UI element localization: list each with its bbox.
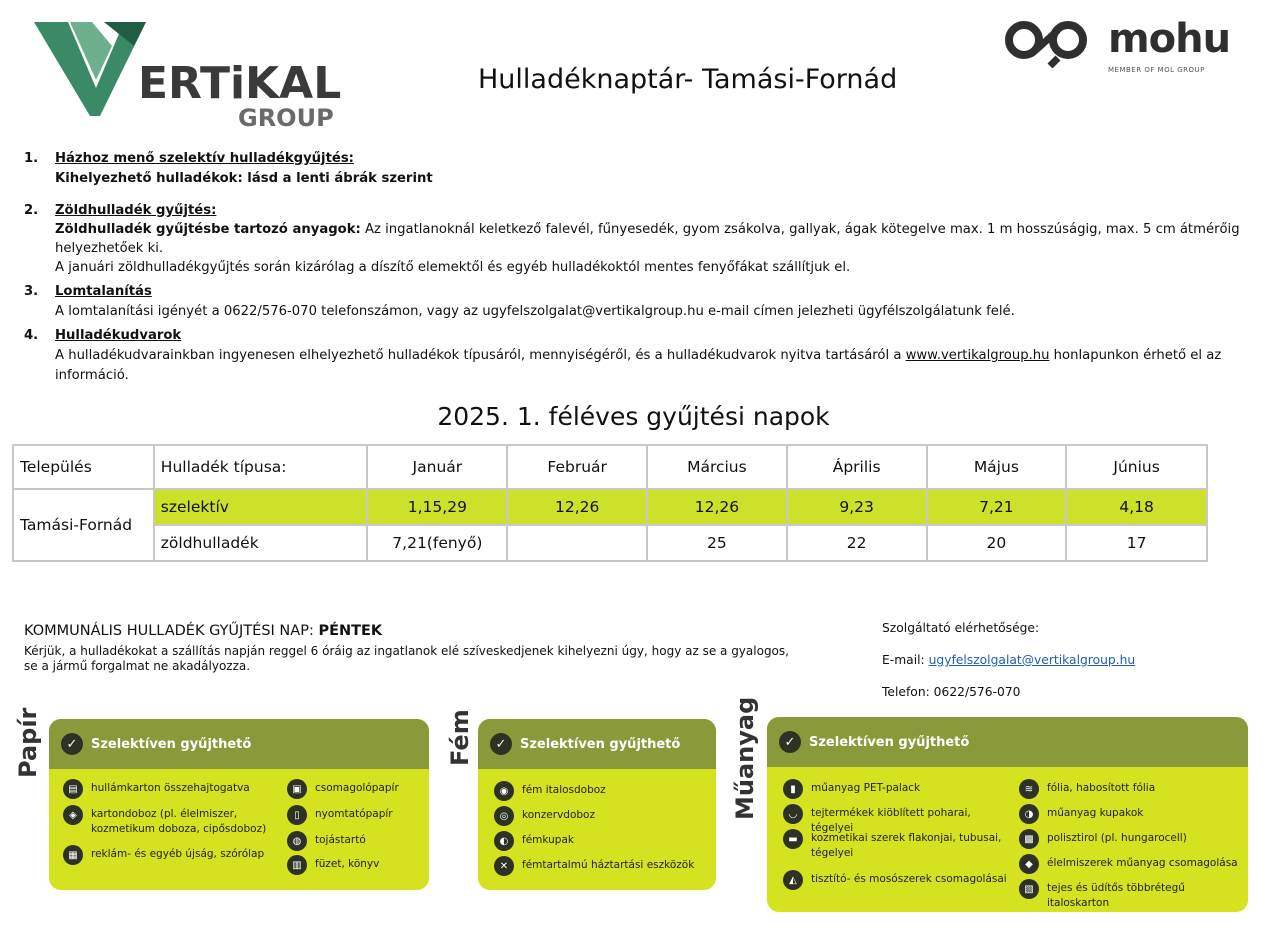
list-item: ▤ hullámkarton összehajtogatva (63, 781, 273, 799)
list-item: ◭ tisztító- és mosószerek csomagolásai (783, 872, 1013, 890)
list-item: ▩ polisztirol (pl. hungarocell) (1019, 831, 1244, 849)
list-item: ◡ tejtermékek kiöblített poharai, tégelyei (783, 806, 1013, 836)
list-item: ▥ füzet, könyv (287, 857, 427, 875)
list-item-yards (24, 326, 1244, 386)
vertikal-logo-mark (34, 18, 346, 130)
communal-text: Kérjük, a hulladékokat a szállítás napján reggel 6 óráig az ingatlanok elé szíveskedjenek kihelyezni úgy, hogy az se a gyalogos, se a jármű forgalmat ne akadályozza. (24, 644, 789, 673)
can-icon: ◉ (494, 781, 514, 801)
list-line: Kihelyezhető hulladékok: lásd a lenti ábrák szerint (55, 171, 433, 186)
table-cell: 12,26 (647, 489, 787, 525)
email-link[interactable]: ugyfelszolgalat@vertikalgroup.hu (928, 653, 1136, 667)
table-cell: 9,23 (787, 489, 927, 525)
svg-text:GROUP: GROUP (238, 104, 334, 130)
list-item: ◆ élelmiszerek műanyag csomagolása (1019, 856, 1244, 874)
contact-block (882, 620, 1135, 716)
mohu-logo (1002, 18, 1232, 78)
table-header-cell: Június (1066, 445, 1207, 489)
list-item: ▣ csomagolópapír (287, 781, 427, 799)
card-header: ✓ Szelektíven gyűjthető (767, 717, 1248, 767)
list-item: ▬ kozmetikai szerek flakonjai, tubusai, tégelyei (783, 831, 1013, 861)
muanyag-label: Műanyag (731, 696, 759, 820)
info-list (24, 149, 1244, 388)
list-number: 3. (24, 284, 39, 299)
communal-title: KOMMUNÁLIS HULLADÉK GYŰJTÉSI NAP: PÉNTEK (24, 623, 383, 639)
table-cell: 25 (647, 525, 787, 561)
list-item: ◐ fémkupak (494, 833, 709, 851)
table-cell: 22 (787, 525, 927, 561)
list-item: ◎ konzervdoboz (494, 808, 709, 826)
checkmark-icon: ✓ (779, 731, 801, 753)
table-header-cell: Január (367, 445, 507, 489)
list-item: ◈ kartondoboz (pl. élelmiszer, kozmetikum doboza, cipősdoboz) (63, 807, 273, 837)
table-header-cell: Március (647, 445, 787, 489)
card-header: ✓ Szelektíven gyűjthető (49, 719, 429, 769)
card-header: ✓ Szelektíven gyűjthető (478, 719, 716, 769)
muanyag-card (767, 717, 1248, 912)
table-cell: 12,26 (507, 489, 647, 525)
list-item: ▯ nyomtatópapír (287, 807, 427, 825)
table-cell: 7,21(fenyő) (367, 525, 507, 561)
contact-email: E-mail: ugyfelszolgalat@vertikalgroup.hu (882, 653, 1136, 667)
foil-icon: ≋ (1019, 779, 1039, 799)
table-header-cell: Hulladék típusa: (154, 445, 368, 489)
tools-icon: ✕ (494, 856, 514, 876)
list-item-bulky (24, 282, 1244, 322)
collection-table (12, 444, 1208, 562)
list-item-selective (24, 149, 1244, 189)
detergent-icon: ◭ (783, 870, 803, 890)
list-heading: Zöldhulladék gyűjtés: (55, 203, 217, 218)
table-row (13, 525, 1207, 561)
list-item: ◉ fém italosdoboz (494, 783, 709, 801)
box-icon: ◈ (63, 805, 83, 825)
table-cell: 7,21 (927, 489, 1067, 525)
food-package-icon: ◆ (1019, 854, 1039, 874)
checkmark-icon: ✓ (61, 733, 83, 755)
cap-icon: ◐ (494, 831, 514, 851)
list-heading: Házhoz menő szelektív hulladékgyűjtés: (55, 151, 354, 166)
list-line: A lomtalanítási igényét a 0622/576-070 telefonszámon, vagy az ugyfelszolgalat@vertikalgroup.hu e-mail címen jelezheti ügyfélszolgálatunk felé. (55, 304, 1015, 319)
bottle-icon: ▮ (783, 779, 803, 799)
list-item: ✕ fémtartalmú háztartási eszközök (494, 858, 709, 876)
list-line: A hulladékudvarainkban ingyenesen elhelyezhető hulladékok típusáról, mennyiségéről, és a hulladékudvarok nyitva tartásáról a www.vertikalgroup.hu honlapunkon érhető el az információ. (55, 348, 1222, 383)
mohu-logo-mark (1002, 18, 1102, 68)
table-cell (507, 525, 647, 561)
newspaper-icon: ▦ (63, 845, 83, 865)
fem-card (478, 719, 716, 890)
list-item-green (24, 201, 1244, 277)
svg-text:ERTiKAL: ERTiKAL (138, 58, 342, 109)
tin-icon: ◎ (494, 806, 514, 826)
table-cell: 1,15,29 (367, 489, 507, 525)
list-item: ◑ műanyag kupakok (1019, 806, 1244, 824)
list-heading: Hulladékudvarok (55, 328, 182, 343)
list-item: ▦ reklám- és egyéb újság, szórólap (63, 847, 273, 865)
plastic-cap-icon: ◑ (1019, 804, 1039, 824)
contact-phone: Telefon: 0622/576-070 (882, 685, 1021, 699)
polystyrene-icon: ▩ (1019, 829, 1039, 849)
mohu-wordmark: mohu (1108, 16, 1231, 62)
website-link[interactable]: www.vertikalgroup.hu (905, 348, 1050, 363)
table-row (13, 489, 1207, 525)
table-header-cell: Február (507, 445, 647, 489)
table-header-cell: Május (927, 445, 1067, 489)
table-header-cell: Április (787, 445, 927, 489)
vertikal-logo (34, 18, 346, 130)
papir-card (49, 719, 429, 890)
list-line: A januári zöldhulladékgyűjtés során kizárólag a díszítő elemektől és egyéb hulladékoktól mentes fenyőfákat szállítjuk el. (55, 260, 851, 275)
table-header-row (13, 445, 1207, 489)
list-number: 2. (24, 203, 39, 218)
contact-heading: Szolgáltató elérhetősége: (882, 621, 1040, 635)
book-icon: ▥ (287, 855, 307, 875)
printer-paper-icon: ▯ (287, 805, 307, 825)
list-heading: Lomtalanítás (55, 284, 152, 299)
list-item: ≋ fólia, habosított fólia (1019, 781, 1244, 799)
table-cell: 4,18 (1066, 489, 1207, 525)
table-cell: 20 (927, 525, 1067, 561)
page-title: Hulladéknaptár- Tamási-Fornád (478, 64, 898, 95)
mohu-tagline: MEMBER OF MOL GROUP (1108, 66, 1205, 74)
cardboard-icon: ▤ (63, 779, 83, 799)
settlement-cell: Tamási-Fornád (13, 489, 154, 561)
wrapping-paper-icon: ▣ (287, 779, 307, 799)
checkmark-icon: ✓ (490, 733, 512, 755)
table-header-cell: Település (13, 445, 154, 489)
list-item: ▮ műanyag PET-palack (783, 781, 1013, 799)
table-cell: 17 (1066, 525, 1207, 561)
egg-carton-icon: ◍ (287, 831, 307, 851)
list-number: 1. (24, 151, 39, 166)
table-cell: zöldhulladék (154, 525, 368, 561)
table-cell: szelektív (154, 489, 368, 525)
list-line-bold: Zöldhulladék gyűjtésbe tartozó anyagok: (55, 222, 361, 237)
table-title: 2025. 1. féléves gyűjtési napok (437, 402, 830, 431)
papir-label: Papír (14, 707, 42, 778)
tube-icon: ▬ (783, 829, 803, 849)
communal-day: PÉNTEK (318, 623, 383, 639)
list-item: ◍ tojástartó (287, 833, 427, 851)
fem-label: Fém (446, 709, 474, 766)
list-number: 4. (24, 328, 39, 343)
list-line-text: Az ingatlanoknál keletkező falevél, fűnyesedék, gyom zsákolva, gallyak, ágak kötegelve max. 1 m hosszúságig, max. 5 cm átmérőig helyezhetőek ki. (55, 222, 1240, 256)
cup-icon: ◡ (783, 804, 803, 824)
list-line (55, 220, 1244, 258)
carton-icon: ▧ (1019, 879, 1039, 899)
list-item: ▧ tejes és üdítős többrétegű italoskarton (1019, 881, 1244, 911)
